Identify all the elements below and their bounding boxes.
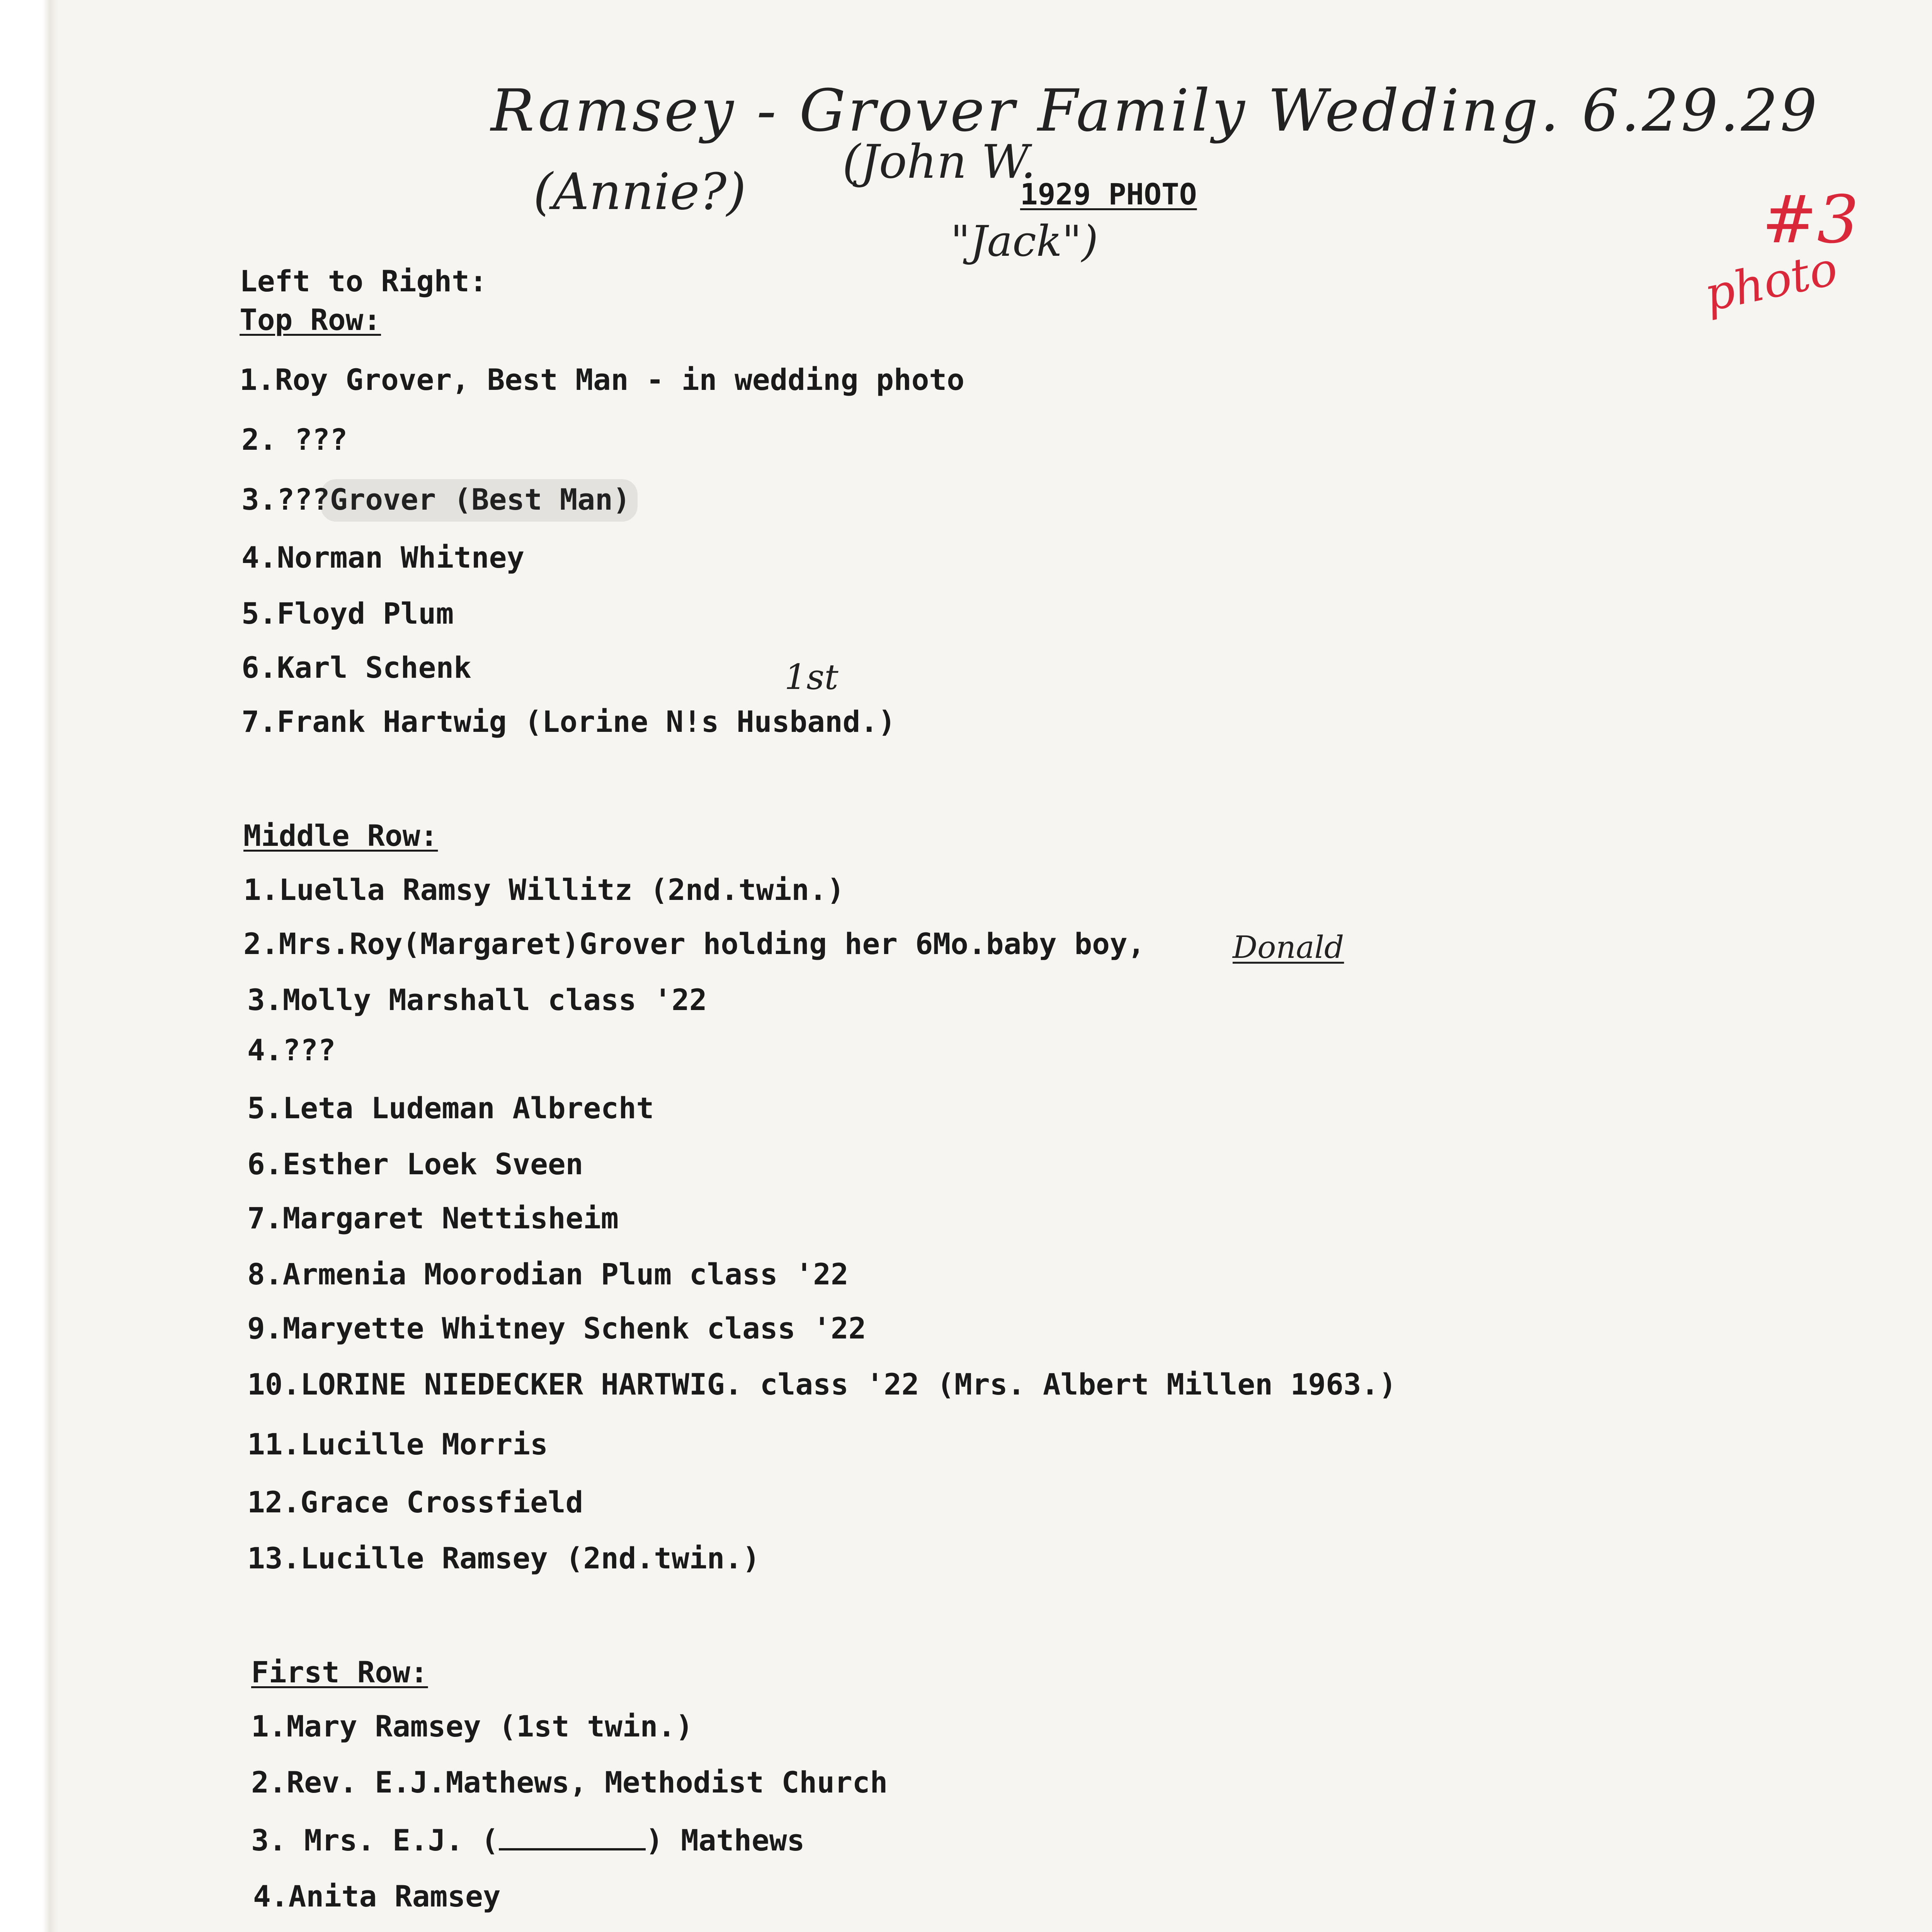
first-row-heading: First Row: (251, 1655, 428, 1689)
first-row-item (251, 1823, 805, 1857)
top-row-item: 3.???Grover (Best Man) (242, 482, 631, 517)
middle-row-item: 12.Grace Crossfield (247, 1485, 583, 1519)
handwritten-photo-number: #3 (1762, 182, 1859, 258)
first-row-item: 1.Mary Ramsey (1st twin.) (251, 1709, 693, 1743)
middle-row-item: 11.Lucille Morris (247, 1427, 548, 1461)
handwritten-title: Ramsey - Grover Family Wedding. 6.29.29 (491, 77, 1820, 145)
top-row-item: 5.Floyd Plum (242, 596, 454, 631)
first-row-item: 4.Anita Ramsey (253, 1879, 501, 1913)
handwritten-first-superscript: 1st (784, 657, 838, 697)
middle-row-item: 7.Margaret Nettisheim (247, 1201, 619, 1235)
intro-label: Left to Right: (240, 264, 487, 298)
handwritten-john: (John W. (842, 135, 1036, 189)
top-row-item: 2. ??? (242, 422, 348, 457)
top-row-item: 6.Karl Schenk (242, 650, 471, 685)
middle-row-item: 5.Leta Ludeman Albrecht (247, 1091, 654, 1125)
handwritten-donald: Donald (1233, 929, 1344, 965)
middle-row-item: 2.Mrs.Roy(Margaret)Grover holding her 6Mo.baby boy, (243, 927, 1145, 961)
mathews-suffix: ) Mathews (645, 1823, 805, 1857)
middle-row-item: 8.Armenia Moorodian Plum class '22 (247, 1257, 849, 1291)
middle-row-item: 3.Molly Marshall class '22 (247, 983, 707, 1017)
middle-row-item: 4.??? (247, 1033, 336, 1067)
middle-row-item: 1.Luella Ramsy Willitz (2nd.twin.) (243, 872, 845, 907)
mathews-prefix: 3. Mrs. E.J. ( (251, 1823, 499, 1857)
middle-row-item: 13.Lucille Ramsey (2nd.twin.) (247, 1541, 760, 1575)
top-row-item: 1.Roy Grover, Best Man - in wedding photo (240, 362, 964, 397)
middle-row-item: 9.Maryette Whitney Schenk class '22 (247, 1311, 866, 1345)
handwritten-photo-label: photo (1700, 242, 1842, 322)
page-title: 1929 PHOTO (1020, 177, 1197, 211)
middle-row-item: 10.LORINE NIEDECKER HARTWIG. class '22 (Mrs. Albert Millen 1963.) (247, 1367, 1397, 1401)
top-row-item: 4.Norman Whitney (242, 540, 525, 575)
handwritten-jack: "Jack") (951, 216, 1099, 266)
middle-row-heading: Middle Row: (243, 818, 438, 853)
top-row-item: 7.Frank Hartwig (Lorine N!s Husband.) (242, 704, 896, 739)
middle-row-item: 6.Esther Loek Sveen (247, 1147, 583, 1181)
blank-line (499, 1826, 646, 1850)
top-row-heading: Top Row: (240, 303, 381, 337)
ink-smudge (321, 479, 638, 522)
page-edge (0, 0, 58, 1932)
first-row-item: 2.Rev. E.J.Mathews, Methodist Church (251, 1765, 888, 1799)
handwritten-annie: (Annie?) (533, 162, 746, 221)
